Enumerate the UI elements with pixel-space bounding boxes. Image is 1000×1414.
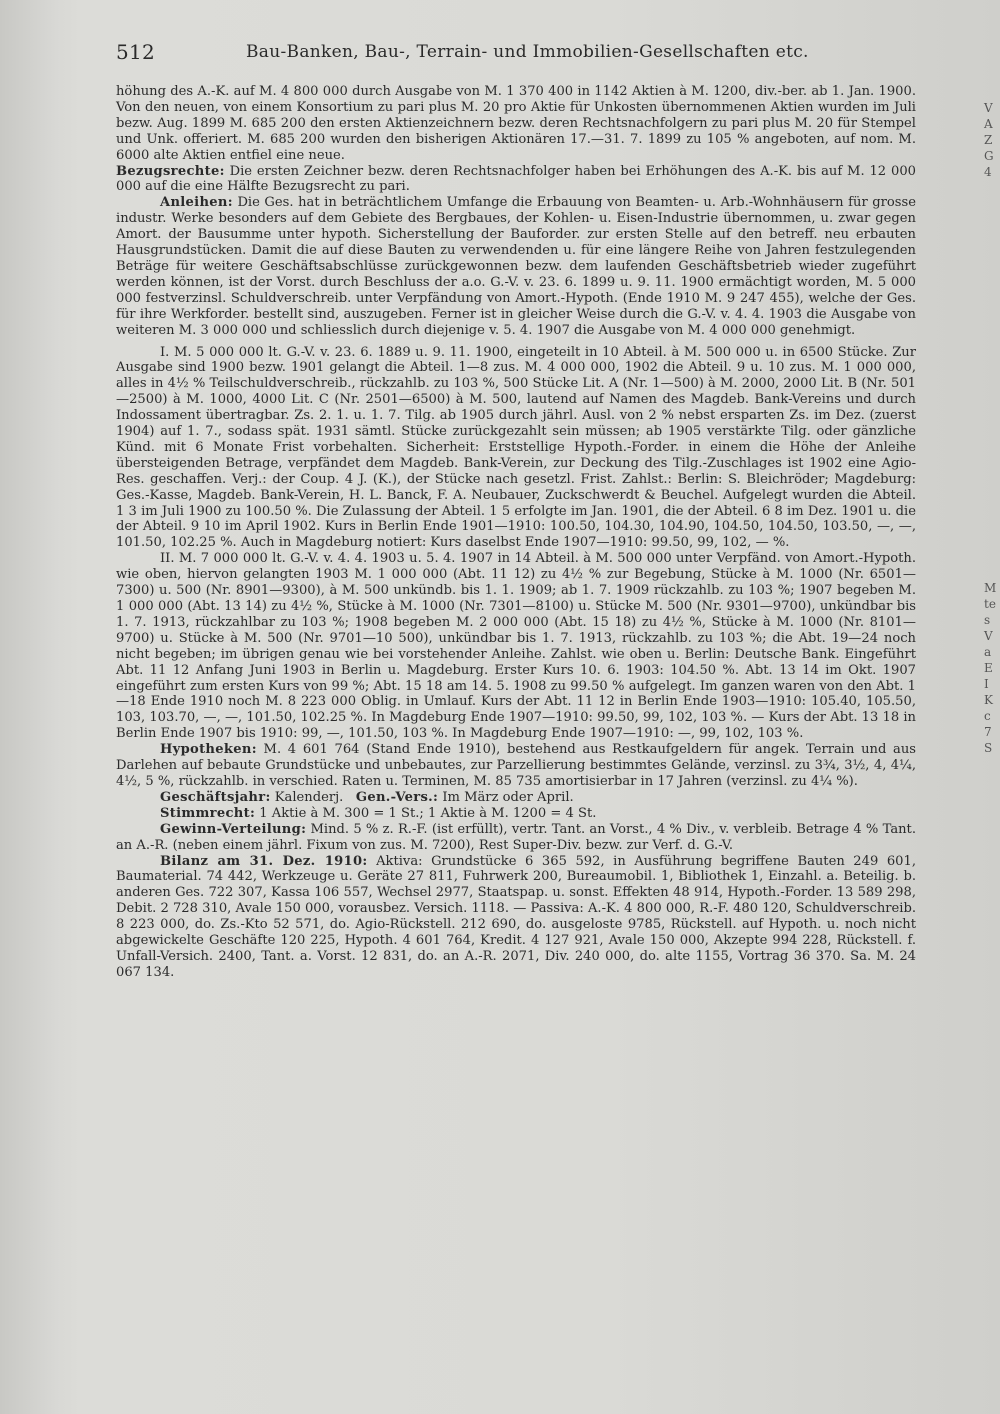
margin-fragment: K — [984, 693, 993, 707]
page-shadow — [0, 0, 60, 1414]
paragraph-text: Die Ges. hat in beträchtlichem Umfange die Erbauung von Beamten- u. Arb.-Wohnhäusern für grosse industr. Werke besonders auf dem Gebiete des Bergbaues, der Kohlen- u. Eisen-Industrie übernommen, u. zwar gegen Amort. der Bausumme unter hypoth. Sicherstellung der Bauforder. zur ersten Stelle auf den betreff. neu erbauten Hausgrundstücken. Damit die auf diese Bauten zu verwendenden u. für eine längere Reihe von Jahren festzulegenden Beträge für weitere Geschäftsabschlüsse zurückgewonnen bezw. dem laufenden Geschäftsbetrieb wieder zugeführt werden können, ist der Vorst. durch Beschluss der a.o. G.-V. v. 23. 6. 1899 u. 9. 11. 1900 ermächtigt worden, M. 5 000 000 festverzinsl. Schuldverschreib. unter Verpfändung von Amort.-Hypoth. (Ende 1910 M. 9 247 455), welche der Ges. für ihre Werkforder. bestellt sind, auszugeben. Ferner ist in gleicher Weise durch die G.-V. v. 4. 4. 1903 die Ausgabe von weiteren M. 3 000 000 und schliesslich durch diejenige v. 5. 4. 1907 die Ausgabe von M. 4 000 000 genehmigt. — [116, 195, 916, 338]
paragraph-text: Kalenderj. — [274, 789, 344, 805]
margin-fragment: c — [984, 709, 991, 723]
margin-fragment: A — [984, 117, 993, 131]
paragraph-text: Die ersten Zeichner bezw. deren Rechtsnachfolger haben bei Erhöhungen des A.-K. bis auf M. 12 000 000 auf die eine Hälfte Bezugsrecht zu pari. — [116, 163, 916, 195]
margin-fragment: 7 — [984, 725, 992, 739]
paragraph-gewinnverteilung — [116, 822, 916, 854]
paragraph-text: höhung des A.-K. auf M. 4 800 000 durch Ausgabe von M. 1 370 400 in 1142 Aktien à M. 1200, div.-ber. ab 1. Jan. 1900. Von den neuen, von einem Konsortium zu pari plus M. 20 pro Aktie für Unkosten übernommenen Aktien wurden im Juli bezw. Aug. 1899 M. 685 200 den ersten Aktienzeichnern bezw. deren Rechtsnachfolgern zu pari plus M. 20 für Stempel und Unk. offeriert. M. 685 200 wurden den bisherigen Aktionären 17.—31. 7. 1899 zu 105 % angeboten, auf nom. M. 6000 alte Aktien entfiel eine neue. — [116, 84, 916, 163]
section-label: Bilanz am 31. Dez. 1910: — [160, 853, 368, 869]
paragraph-text: I. M. 5 000 000 lt. G.-V. v. 23. 6. 1889 u. 9. 11. 1900, eingeteilt in 10 Abteil. à M. 500 000 u. in 6500 Stücke. Zur Ausgabe sind 1900 bezw. 1901 gelangt die Abteil. 1—8 zus. M. 4 000 000, 1902 die Abteil. 9 u. 10 zus. M. 1 000 000, alles in 4½ % Teilschuldverschreib., rückzahlb. zu 103 %, 500 Stücke Lit. A (Nr. 1—500) à M. 2000, 2000 Lit. B (Nr. 501—2500) à M. 1000, 4000 Lit. C (Nr. 2501—6500) à M. 500, lautend auf Namen des Magdeb. Bank-Vereins und durch Indossament übertragbar. Zs. 2. 1. u. 1. 7. Tilg. ab 1905 durch jährl. Ausl. von 2 % nebst ersparten Zs. im Dez. (zuerst 1904) auf 1. 7., sodass spät. 1931 sämtl. Stücke zurückgezahlt sein müssen; ab 1905 verstärkte Tilg. oder gänzliche Künd. mit 6 Monate Frist vorbehalten. Sicherheit: Erststellige Hypoth.-Forder. in einem die Höhe der Anleihe übersteigenden Betrage, verpfändet dem Magdeb. Bank-Verein, zur Deckung des Tilg.-Zuschlages ist 1902 eine Agio-Res. geschaffen. Verj.: der Coup. 4 J. (K.), der Stücke nach gesetzl. Frist. Zahlst.: Berlin: S. Bleichröder; Magdeburg: Ges.-Kasse, Magdeb. Bank-Verein, H. L. Banck, F. A. Neubauer, Zuckschwerdt & Beuchel. Aufgelegt wurden die Abteil. 1 3 im Juli 1900 zu 100.50 %. Die Zulassung der Abteil. 1 5 erfolgte im Jan. 1901, die der Abteil. 6 8 im Dez. 1901 u. die der Abteil. 9 10 im April 1902. Kurs in Berlin Ende 1901—1910: 100.50, 104.30, 104.90, 104.50, 104.50, 103.50, —, —, 101.50, 102.25 %. Auch in Magdeburg notiert: Kurs daselbst Ende 1907—1910: 99.50, 99, 102, — %. — [116, 344, 916, 551]
paragraph-anleihe-1 — [116, 345, 916, 552]
margin-fragment: G — [984, 149, 994, 163]
adjacent-page-fragments — [984, 100, 1000, 1300]
margin-fragment: V — [984, 101, 993, 115]
margin-fragment: E — [984, 661, 993, 675]
paragraph-text: Aktiva: Grundstücke 6 365 592, in Ausführung begriffene Bauten 249 601, Baumaterial. 74 442, Werkzeuge u. Geräte 27 811, Fuhrwerk 200, Bureaumobil. 1, Bibliothek 1, Einzahl. a. Beteilig. b. anderen Ges. 722 307, Kassa 106 557, Wechsel 2977, Staatspap. u. sonst. Effekten 48 914, Hypoth.-Forder. 13 589 298, Debit. 2 728 310, Avale 150 000, vorausbez. Versich. 1118. — Passiva: A.-K. 4 800 000, R.-F. 480 120, Schuldverschreib. 8 223 000, do. Zs.-Kto 52 571, do. Agio-Rückstell. 212 690, do. ausgeloste 9785, Rückstell. auf Hypoth. u. noch nicht abgewickelte Geschäfte 120 225, Hypoth. 4 601 764, Kredit. 4 127 921, Avale 150 000, Akzepte 994 228, Rückstell. f. Unfall-Versich. 2400, Tant. a. Vorst. 12 831, do. an A.-R. 2071, Div. 240 000, do. alte 1155, Vortrag 36 370. Sa. M. 24 067 134. — [116, 853, 916, 980]
margin-fragment: s — [984, 613, 991, 627]
paragraph-kapitalerhoehung — [116, 84, 916, 164]
running-title: Bau-Banken, Bau-, Terrain- und Immobilien-Gesellschaften etc. — [246, 42, 809, 62]
paragraph-text: M. 4 601 764 (Stand Ende 1910), bestehend aus Restkaufgeldern für angek. Terrain und aus Darlehen auf bebaute Grundstücke und unbebautes, zur Parzellierung bestimmtes Gelände, verzinsl. zu 3¾, 3½, 4, 4¼, 4½, 5 %, rückzahlb. in verschied. Raten u. Terminen, M. 85 735 amortisierbar in 17 Jahren (verzinsl. zu 4¼ %). — [116, 742, 916, 789]
paragraph-bezugsrechte — [116, 164, 916, 196]
margin-fragment: I — [984, 677, 989, 691]
margin-fragment: Z — [984, 133, 993, 147]
margin-fragment: S — [984, 741, 993, 755]
paragraph-anleihen — [116, 195, 916, 338]
paragraph-text: II. M. 7 000 000 lt. G.-V. v. 4. 4. 1903 u. 5. 4. 1907 in 14 Abteil. à M. 500 000 unter Verpfänd. von Amort.-Hypoth. wie oben, hiervon gelangten 1903 M. 1 000 000 (Abt. 11 12) zu 4½ % zur Begebung, Stücke à M. 1000 (Nr. 6501—7300) u. 500 (Nr. 8901—9300), à M. 500 unkündb. bis 1. 1. 1909; ab 1. 7. 1909 rückzahlb. zu 103 %; 1907 begeben M. 1 000 000 (Abt. 13 14) zu 4½ %, Stücke à M. 1000 (Nr. 7301—8100) u. Stücke M. 500 (Nr. 9301—9700), unkündbar bis 1. 7. 1913, rückzahlbar zu 103 %; 1908 begeben M. 2 000 000 (Abt. 15 18) zu 4½ %, Stücke à M. 1000 (Nr. 8101—9700) u. Stücke à M. 500 (Nr. 9701—10 500), unkündbar bis 1. 7. 1913, rückzahlb. zu 103 %; die Abt. 19—24 noch nicht begeben; im übrigen genau wie bei vorstehender Anleihe. Zahlst. wie oben u. Berlin: Deutsche Bank. Eingeführt Abt. 11 12 Anfang Juni 1903 in Berlin u. Magdeburg. Erster Kurs 10. 6. 1903: 104.50 %. Abt. 13 14 im Okt. 1907 eingeführt zum ersten Kurs von 99 %; Abt. 15 18 am 14. 5. 1908 zu 99.50 % aufgelegt. Im ganzen waren von den Abt. 1—18 Ende 1910 noch M. 8 223 000 Oblig. in Umlauf. Kurs der Abt. 11 12 in Berlin Ende 1903—1910: 105.40, 105.50, 103, 103.70, —, —, 101.50, 102.25 %. In Magdeburg Ende 1907—1910: 99.50, 99, 102, 103 %. — Kurs der Abt. 13 18 in Berlin Ende 1907 bis 1910: 99, —, 101.50, 103 %. In Magdeburg Ende 1907—1910: —, 99, 102, 103 %. — [116, 551, 916, 742]
margin-fragment: a — [984, 645, 992, 659]
paragraph-bilanz — [116, 854, 916, 981]
paragraph-geschaeftsjahr — [116, 790, 916, 806]
section-label: Gewinn-Verteilung: — [160, 821, 307, 837]
paragraph-text: 1 Aktie à M. 300 = 1 St.; 1 Aktie à M. 1200 = 4 St. — [259, 805, 597, 821]
paragraph-hypotheken — [116, 742, 916, 790]
paragraph-stimmrecht — [116, 806, 916, 822]
paragraph-text-genvers: Im März oder April. — [442, 789, 574, 805]
page-header — [116, 40, 916, 70]
margin-fragment: V — [984, 629, 993, 643]
section-label: Geschäftsjahr: — [160, 789, 271, 805]
section-label-genvers: Gen.-Vers.: — [355, 789, 439, 805]
section-label: Anleihen: — [160, 195, 233, 211]
margin-fragment: M — [984, 581, 997, 595]
section-label: Stimmrecht: — [160, 805, 256, 821]
paragraph-anleihe-2 — [116, 551, 916, 742]
page-body — [116, 84, 916, 981]
section-label: Bezugsrechte: — [116, 163, 225, 179]
section-label: Hypotheken: — [160, 742, 257, 758]
margin-fragment: te — [984, 597, 996, 611]
page-number: 512 — [116, 40, 156, 64]
paragraph-text: Mind. 5 % z. R.-F. (ist erfüllt), vertr. Tant. an Vorst., 4 % Div., v. verbleib. Betrage 4 % Tant. an A.-R. (neben einem jährl. Fixum von zus. M. 7200), Rest Super-Div. bezw. zur Verf. d. G.-V. — [116, 821, 916, 853]
margin-fragment: 4 — [984, 165, 992, 179]
